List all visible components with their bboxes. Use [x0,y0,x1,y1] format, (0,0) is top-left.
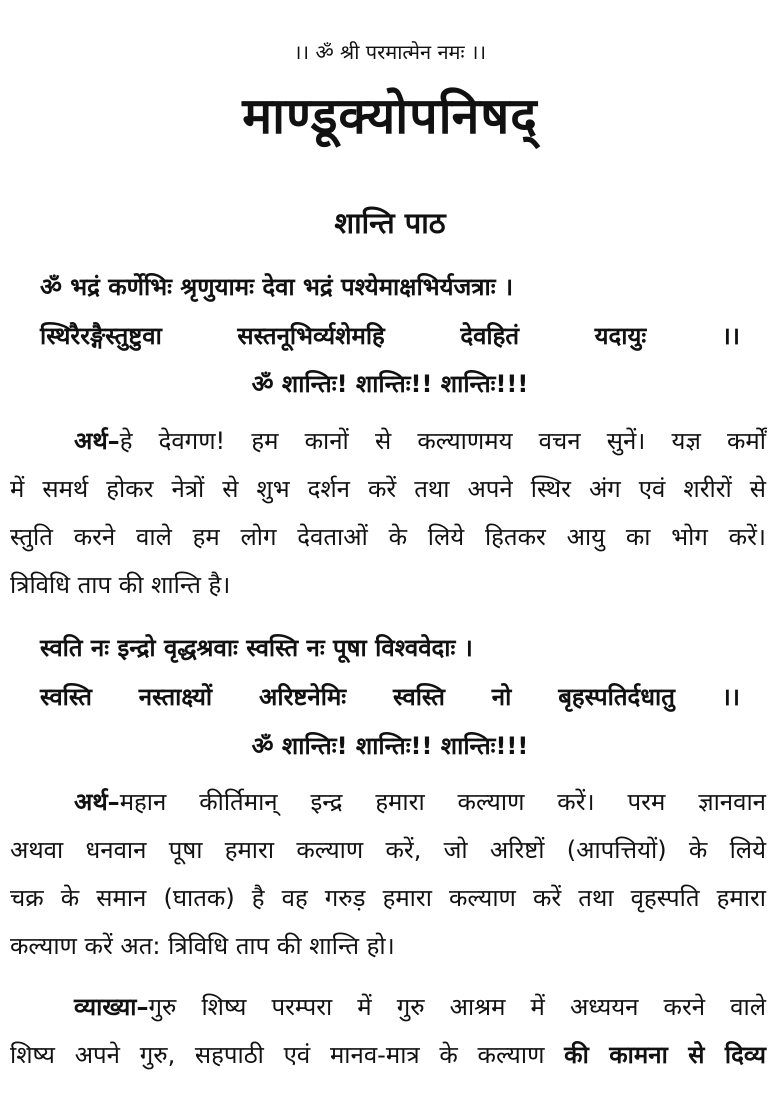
commentary-text-2a: शिष्य अपने गुरु, सहपाठी एवं मानव-मात्र के कल्याण [10,1041,565,1069]
commentary-line-2 [10,1038,766,1071]
meaning-2-label: अर्थ– [74,788,120,816]
meaning-2-line-1 [74,785,766,818]
verse-1-shanti: ॐ शान्तिः! शान्तिः!! शान्तिः!!! [251,370,529,398]
meaning-2-text-1: महान कीर्तिमान् इन्द्र हमारा कल्याण करें। परम ज्ञानवान [119,788,766,816]
page-title: माण्डूक्योपनिषद् [242,87,538,145]
commentary-text-2b: की कामना से दिव्य [564,1041,766,1069]
meaning-1-text-1: हे देवगण! हम कानों से कल्याणमय वचन सुनें। यज्ञ कर्मों [119,427,766,455]
verse-2-line-1: स्वति नः इन्द्रो वृद्धश्रवाः स्वस्ति नः पूषा विश्ववेदाः । [40,634,473,662]
meaning-1-line-3: स्तुति करने वाले हम लोग देवताओं के लिये हितकर आयु का भोग करें। [10,523,766,551]
verse-1-line-1: ॐ भद्रं कर्णेभिः श्रृणुयामः देवा भद्रं पश्येमाक्षभिर्यजत्राः । [40,273,514,301]
verse-2-shanti: ॐ शान्तिः! शान्तिः!! शान्तिः!!! [251,732,529,760]
meaning-1-line-2: में समर्थ होकर नेत्रों से शुभ दर्शन करें तथा अपने स्थिर अंग एवं शरीरों से [10,475,766,503]
verse-1-line-2: स्थिरैरङ्गैस्तुष्टुवा सस्तनूभिर्व्यशेमहि देवहितं यदायुः ।। [40,322,740,350]
verse-2-line-2: स्वस्ति नस्ताक्ष्यों अरिष्टनेमिः स्वस्ति नो बृहस्पतिर्दधातु ।। [40,683,740,711]
commentary-text-1: गुरु शिष्य परम्परा में गुरु आश्रम में अध्ययन करने वाले [148,993,766,1021]
meaning-1-line-1 [74,424,766,457]
commentary-line-1 [74,990,766,1023]
meaning-2-line-2: अथवा धनवान पूषा हमारा कल्याण करें, जो अरिष्टों (आपत्तियों) के लिये [10,836,766,864]
meaning-2-line-3: चक्र के समान (घातक) है वह गरुड़ हमारा कल्याण करें तथा वृहस्पति हमारा [10,884,766,912]
commentary-label: व्याख्या– [74,993,149,1021]
meaning-1-line-4: त्रिविधि ताप की शान्ति है। [10,571,231,599]
meaning-1-label: अर्थ– [74,427,120,455]
section-heading: शान्ति पाठ [334,206,446,240]
invocation: ।। ॐ श्री परमात्मेन नमः ।। [293,40,487,64]
meaning-2-line-4: कल्याण करें अत: त्रिविधि ताप की शान्ति हो। [10,932,395,960]
